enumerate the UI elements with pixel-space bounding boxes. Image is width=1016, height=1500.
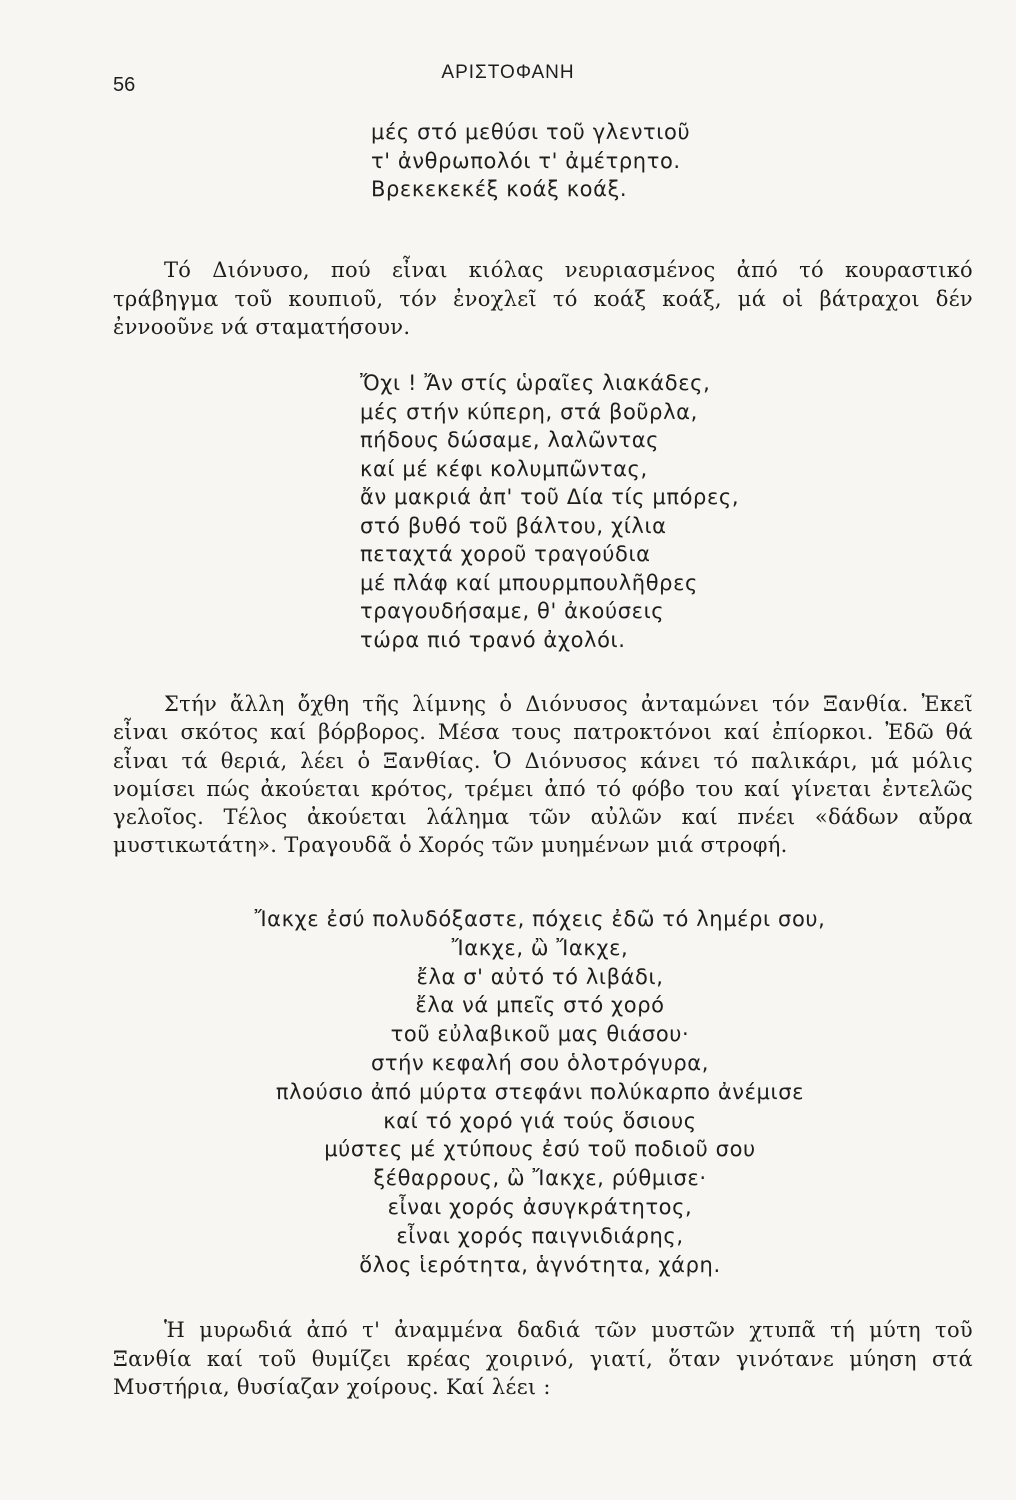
verse-line: καί τό χορό γιά τούς ὅσιους [383,1108,697,1133]
verse-line: ἔλα σ' αὐτό τό λιβάδι, [416,964,664,989]
verse-line: στό βυθό τοῦ βάλτου, χίλια [360,513,667,538]
verse-line: στήν κεφαλή σου ὁλοτρόγυρα, [370,1050,710,1075]
prose-paragraph-1: Τό Διόνυσο, πού εἶναι κιόλας νευριασμένος ἀπό τό κουραστικό τράβηγμα τοῦ κουπιοῦ, τόν ἐνοχλεῖ τό κοάξ κοάξ, μά οἱ βάτραχοι δέν ἐννοοῦνε νά σταματήσουν. [113,258,973,339]
page-number: 56 [113,74,136,96]
verse-line: ξέθαρρους, ὢ Ἴακχε, ρύθμισε· [373,1166,707,1191]
verse-line: καί μέ κέφι κολυμπῶντας, [360,456,648,481]
verse-line: εἶναι χορός παιγνιδιάρης, [396,1223,684,1248]
verse-line: Ἴακχε, ὢ Ἴακχε, [451,935,629,960]
prose-paragraph-3: Ἡ μυρωδιά ἀπό τ' ἀναμμένα δαδιά τῶν μυστῶν χτυπᾶ τή μύτη τοῦ Ξανθία καί τοῦ θυμίζει κρέας χοιρινό, γιατί, ὅταν γινότανε μύηση στά Μυστήρια, θυσίαζαν χοίρους. Καί λέει : [113,1318,973,1399]
verse-line: μέ πλάφ καί μπουρμπουλῆθρες [360,570,698,595]
verse-line: ἔλα νά μπεῖς στό χορό [415,993,665,1018]
verse-line: ὅλος ἱερότητα, ἁγνότητα, χάρη. [359,1252,721,1277]
running-head: ΑΡΙΣΤΟΦΑΝΗ [441,62,575,83]
verse-line: μύστες μέ χτύπους ἐσύ τοῦ ποδιοῦ σου [324,1137,756,1162]
verse-line: τραγουδήσαμε, θ' ἀκούσεις [360,599,665,623]
verse-line: τοῦ εὐλαβικοῦ μας θιάσου· [390,1022,690,1047]
verse-block-3 [240,905,840,1279]
verse-line: πήδους δώσαμε, λαλῶντας [360,428,660,452]
prose-paragraph-2: Στήν ἄλλη ὄχθη τῆς λίμνης ὁ Διόνυσος ἀνταμώνει τόν Ξανθία. Ἐκεῖ εἶναι σκότος καί βόρβορος. Μέσα τους πατροκτόνοι καί ἐπίορκοι. Ἐδῶ θά εἶναι τά θεριά, λέει ὁ Ξανθίας. Ὁ Διόνυσος κάνει τό παλικάρι, μά μόλις νομίσει πώς ἀκούεται κρότος, τρέμει ἀπό τό φόβο του καί γίνεται ἐντελῶς γελοῖος. Τέλος ἀκούεται λάλημα τῶν αὐλῶν καί πνέει «δάδων αὔρα μυστικωτάτη». Τραγουδᾶ ὁ Χορός τῶν μυημένων μιά στροφή. [113,692,973,858]
verse-line: Ἴακχε ἐσύ πολυδόξαστε, πόχεις ἐδῶ τό λημέρι σου, [254,907,826,931]
verse-block-2 [360,369,739,654]
verse-line: πλούσιο ἀπό μύρτα στεφάνι πολύκαρπο ἀνέμισε [275,1079,805,1104]
verse-line: Βρεκεκεκέξ κοάξ κοάξ. [371,177,628,201]
verse-line: μές στό μεθύσι τοῦ γλεντιοῦ [371,120,691,144]
verse-line: τ' ἀνθρωπολόι τ' ἀμέτρητο. [371,148,681,173]
verse-line: τώρα πιό τρανό ἀχολόι. [360,627,626,652]
verse-line: εἶναι χορός ἀσυγκράτητος, [387,1194,693,1219]
verse-line: Ὄχι ! Ἄν στίς ὡραῖες λιακάδες, [360,371,711,395]
verse-line: ἄν μακριά ἀπ' τοῦ Δία τίς μπόρες, [360,485,740,509]
verse-line: πεταχτά χοροῦ τραγούδια [360,542,651,566]
verse-line: μές στήν κύπερη, στά βοῦρλα, [360,399,698,424]
verse-block-1 [371,118,690,204]
